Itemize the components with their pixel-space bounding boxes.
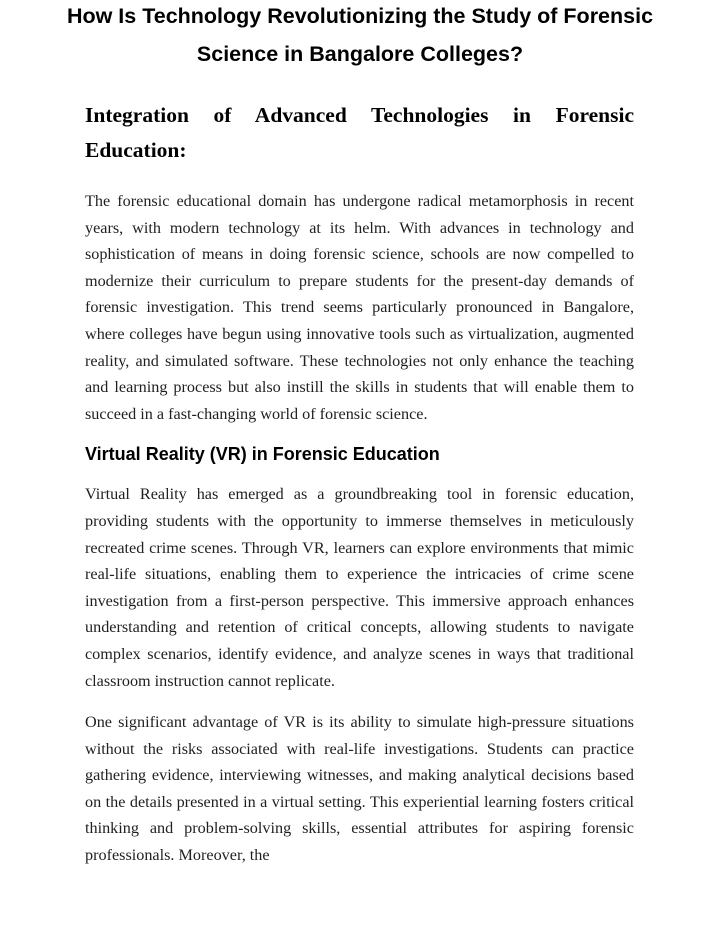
vr-paragraph-2: One significant advantage of VR is its ability to simulate high-pressure situations without the risks associated with real-life investigations. Students can practice gathering evidence, interviewing witnesses, and making analytical decisions based on the details presented in a virtual setting. This experiential learning fosters critical thinking and problem-solving skills, essential attributes for aspiring forensic professionals. Moreover, the xyxy=(85,713,634,865)
document-title: How Is Technology Revolutionizing the Study of Forensic Science in Bangalore Colleges? xyxy=(66,4,654,66)
section-heading: Integration of Advanced Technologies in Forensic Education: xyxy=(85,103,634,162)
document-page xyxy=(66,0,654,869)
vr-paragraph-1: Virtual Reality has emerged as a groundbreaking tool in forensic education, providing students with the opportunity to immerse themselves in meticulously recreated crime scenes. Through VR, learners can explore environments that mimic real-life situations, enabling them to experience the intricacies of crime scene investigation from a first-person perspective. This immersive approach enhances understanding and retention of critical concepts, allowing students to navigate complex scenarios, identify evidence, and analyze scenes in ways that traditional classroom instruction cannot replicate. xyxy=(85,485,634,690)
intro-paragraph: The forensic educational domain has undergone radical metamorphosis in recent years, with modern technology at its helm. With advances in technology and sophistication of means in doing forensic science, schools are now compelled to modernize their curriculum to prepare students for the present-day demands of forensic investigation. This trend seems particularly pronounced in Bangalore, where colleges have begun using innovative tools such as virtualization, augmented reality, and simulated software. These technologies not only enhance the teaching and learning process but also instill the skills in students that will enable them to succeed in a fast-changing world of forensic science. xyxy=(85,192,634,423)
subsection-heading: Virtual Reality (VR) in Forensic Education xyxy=(85,444,440,465)
